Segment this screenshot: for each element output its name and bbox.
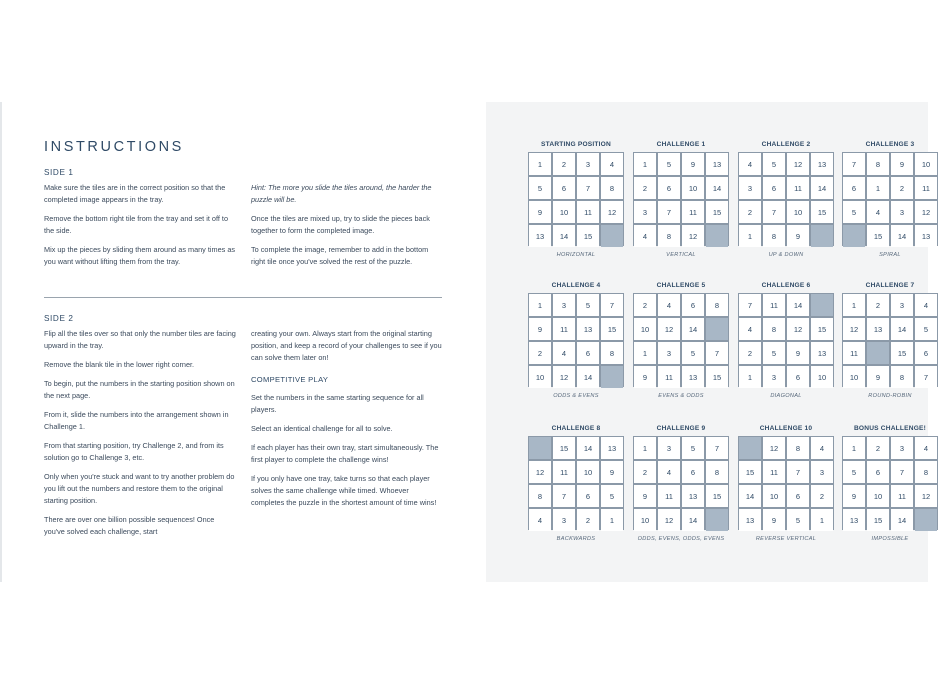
number-tile: 1: [529, 153, 551, 175]
number-tile: 10: [915, 153, 937, 175]
paragraph: If each player has their own tray, start simultaneously. The first player to complete the challenge wins!: [251, 443, 439, 464]
puzzle-label: ROUND-ROBIN: [868, 393, 912, 399]
puzzle-label: VERTICAL: [666, 252, 696, 258]
number-tile: 8: [867, 153, 889, 175]
number-tile: 11: [763, 294, 785, 316]
number-tile: 4: [658, 461, 680, 483]
number-tile: 3: [658, 437, 680, 459]
number-tile: 12: [682, 225, 704, 247]
tile-grid: [738, 436, 834, 530]
tile-grid: [738, 293, 834, 387]
number-tile: 4: [529, 509, 551, 531]
number-tile: 5: [763, 342, 785, 364]
paragraph: To begin, put the numbers in the starting position shown on the next page.: [44, 379, 235, 400]
blank-tile: [739, 437, 761, 459]
side1-column-2: [251, 182, 443, 275]
paragraph: To complete the image, remember to add in the bottom right tile once you've solved the rest of the puzzle.: [251, 245, 429, 266]
puzzle-title: CHALLENGE 5: [656, 282, 706, 289]
number-tile: 14: [553, 225, 575, 247]
number-tile: 15: [601, 318, 623, 340]
tile-grid: [633, 436, 729, 530]
puzzle-diagram: [738, 140, 834, 258]
number-tile: 8: [601, 177, 623, 199]
paragraph: From that starting position, try Challenge 2, and from its solution go to Challenge 3, etc.: [44, 441, 224, 462]
number-tile: 5: [682, 437, 704, 459]
number-tile: 7: [658, 201, 680, 223]
number-tile: 7: [553, 485, 575, 507]
number-tile: 12: [915, 201, 937, 223]
number-tile: 12: [601, 201, 623, 223]
number-tile: 2: [891, 177, 913, 199]
number-tile: 1: [867, 177, 889, 199]
tile-grid: [528, 152, 624, 246]
number-tile: 10: [867, 485, 889, 507]
number-tile: 5: [843, 461, 865, 483]
puzzle-diagram: [842, 140, 938, 258]
number-tile: 12: [843, 318, 865, 340]
number-tile: 8: [763, 318, 785, 340]
number-tile: 11: [763, 461, 785, 483]
number-tile: 6: [658, 177, 680, 199]
tile-grid: [842, 293, 938, 387]
number-tile: 11: [553, 318, 575, 340]
number-tile: 6: [682, 461, 704, 483]
number-tile: 1: [843, 437, 865, 459]
number-tile: 4: [601, 153, 623, 175]
number-tile: 13: [811, 342, 833, 364]
number-tile: 10: [682, 177, 704, 199]
puzzle-diagram: [633, 424, 729, 542]
number-tile: 5: [577, 294, 599, 316]
side2-column-2: [251, 328, 443, 516]
number-tile: 2: [553, 153, 575, 175]
blank-tile: [529, 437, 551, 459]
puzzle-label: DIAGONAL: [770, 393, 802, 399]
puzzle-title: CHALLENGE 3: [865, 141, 915, 148]
puzzle-diagram: [633, 140, 729, 258]
number-tile: 9: [682, 153, 704, 175]
number-tile: 12: [553, 366, 575, 388]
number-tile: 13: [811, 153, 833, 175]
number-tile: 6: [553, 177, 575, 199]
puzzle-diagram: [528, 140, 624, 258]
number-tile: 5: [915, 318, 937, 340]
number-tile: 13: [867, 318, 889, 340]
number-tile: 6: [915, 342, 937, 364]
number-tile: 8: [601, 342, 623, 364]
puzzle-title: STARTING POSITION: [541, 141, 611, 148]
number-tile: 12: [787, 153, 809, 175]
number-tile: 15: [867, 225, 889, 247]
number-tile: 11: [577, 201, 599, 223]
number-tile: 7: [915, 366, 937, 388]
paragraph: There are over one billion possible sequences! Once you've solved each challenge, start: [44, 515, 215, 536]
number-tile: 3: [891, 437, 913, 459]
number-tile: 4: [867, 201, 889, 223]
number-tile: 11: [915, 177, 937, 199]
number-tile: 12: [658, 509, 680, 531]
paragraph: creating your own. Always start from the original starting position, and keep a record of your challenges to see if you can solve them later on!: [251, 329, 442, 362]
number-tile: 14: [787, 294, 809, 316]
puzzle-title: CHALLENGE 7: [865, 282, 915, 289]
number-tile: 9: [529, 318, 551, 340]
number-tile: 14: [682, 509, 704, 531]
number-tile: 2: [634, 461, 656, 483]
number-tile: 7: [891, 461, 913, 483]
number-tile: 2: [867, 437, 889, 459]
number-tile: 15: [867, 509, 889, 531]
puzzle-title: CHALLENGE 2: [761, 141, 811, 148]
number-tile: 9: [634, 485, 656, 507]
number-tile: 10: [634, 509, 656, 531]
number-tile: 6: [763, 177, 785, 199]
number-tile: 3: [634, 201, 656, 223]
number-tile: 6: [577, 485, 599, 507]
number-tile: 6: [682, 294, 704, 316]
blank-tile: [811, 225, 833, 247]
paragraph: Mix up the pieces by sliding them around as many times as you want without lifting them from the tray.: [44, 245, 236, 266]
competitive-play-heading: COMPETITIVE PLAY: [251, 375, 329, 384]
number-tile: 8: [529, 485, 551, 507]
puzzle-title: CHALLENGE 6: [761, 282, 811, 289]
tile-grid: [528, 436, 624, 530]
instructions-page: [0, 102, 486, 582]
number-tile: 9: [787, 342, 809, 364]
number-tile: 5: [682, 342, 704, 364]
tile-grid: [738, 152, 834, 246]
number-tile: 15: [706, 366, 728, 388]
side1-column-1: [44, 182, 236, 275]
puzzle-title: CHALLENGE 10: [759, 425, 813, 432]
puzzle-label: IMPOSSIBLE: [871, 536, 909, 542]
puzzle-title: CHALLENGE 8: [551, 425, 601, 432]
number-tile: 2: [577, 509, 599, 531]
number-tile: 9: [891, 153, 913, 175]
number-tile: 2: [739, 201, 761, 223]
puzzle-diagram: [842, 424, 938, 542]
number-tile: 12: [763, 437, 785, 459]
paragraph: Select an identical challenge for all to solve.: [251, 424, 393, 433]
tile-grid: [842, 152, 938, 246]
paragraph: Set the numbers in the same starting sequence for all players.: [251, 393, 424, 414]
puzzle-label: EVENS & ODDS: [658, 393, 704, 399]
blank-tile: [706, 318, 728, 340]
blank-tile: [601, 225, 623, 247]
number-tile: 9: [601, 461, 623, 483]
number-tile: 15: [811, 201, 833, 223]
number-tile: 14: [891, 225, 913, 247]
number-tile: 1: [634, 342, 656, 364]
number-tile: 14: [739, 485, 761, 507]
number-tile: 11: [787, 177, 809, 199]
number-tile: 10: [553, 201, 575, 223]
number-tile: 8: [706, 294, 728, 316]
number-tile: 12: [787, 318, 809, 340]
paragraph: Only when you're stuck and want to try another problem do you lift out the numbers and restore them to the original starting position.: [44, 472, 235, 505]
number-tile: 6: [867, 461, 889, 483]
paragraph: Remove the blank tile in the lower right corner.: [44, 360, 195, 369]
number-tile: 3: [891, 201, 913, 223]
number-tile: 4: [915, 294, 937, 316]
number-tile: 15: [811, 318, 833, 340]
number-tile: 13: [915, 225, 937, 247]
number-tile: 1: [739, 225, 761, 247]
number-tile: 14: [891, 318, 913, 340]
puzzle-diagram: [738, 281, 834, 399]
number-tile: 13: [682, 485, 704, 507]
booklet-spread: [0, 102, 931, 582]
tile-grid: [528, 293, 624, 387]
puzzle-label: BACKWARDS: [556, 536, 596, 542]
number-tile: 15: [706, 485, 728, 507]
number-tile: 5: [763, 153, 785, 175]
blank-tile: [601, 366, 623, 388]
number-tile: 5: [787, 509, 809, 531]
number-tile: 11: [682, 201, 704, 223]
paragraph: If you only have one tray, take turns so that each player solves the same challenge while timed. Whoever completes the puzzle in the shortest amount of time wins!: [251, 474, 437, 507]
puzzle-label: UP & DOWN: [768, 252, 804, 258]
number-tile: 11: [658, 485, 680, 507]
blank-tile: [706, 509, 728, 531]
number-tile: 4: [739, 318, 761, 340]
number-tile: 13: [577, 318, 599, 340]
number-tile: 1: [739, 366, 761, 388]
number-tile: 7: [577, 177, 599, 199]
number-tile: 10: [843, 366, 865, 388]
number-tile: 4: [634, 225, 656, 247]
number-tile: 12: [529, 461, 551, 483]
number-tile: 11: [553, 461, 575, 483]
number-tile: 14: [682, 318, 704, 340]
number-tile: 8: [763, 225, 785, 247]
paragraph: Make sure the tiles are in the correct position so that the completed image appears in the tray.: [44, 183, 226, 204]
puzzle-diagram: [633, 281, 729, 399]
number-tile: 2: [529, 342, 551, 364]
number-tile: 9: [634, 366, 656, 388]
number-tile: 9: [787, 225, 809, 247]
number-tile: 8: [658, 225, 680, 247]
number-tile: 2: [634, 294, 656, 316]
side1-heading: SIDE 1: [44, 168, 74, 177]
number-tile: 14: [811, 177, 833, 199]
paragraph: Once the tiles are mixed up, try to slide the pieces back together to form the completed image.: [251, 214, 430, 235]
puzzle-diagram: [842, 281, 938, 399]
number-tile: 14: [577, 366, 599, 388]
blank-tile: [915, 509, 937, 531]
number-tile: 4: [658, 294, 680, 316]
number-tile: 4: [553, 342, 575, 364]
number-tile: 1: [634, 153, 656, 175]
number-tile: 12: [658, 318, 680, 340]
number-tile: 10: [787, 201, 809, 223]
blank-tile: [843, 225, 865, 247]
number-tile: 14: [706, 177, 728, 199]
number-tile: 10: [811, 366, 833, 388]
number-tile: 7: [739, 294, 761, 316]
number-tile: 8: [787, 437, 809, 459]
number-tile: 13: [601, 437, 623, 459]
number-tile: 10: [529, 366, 551, 388]
number-tile: 3: [811, 461, 833, 483]
side2-heading: SIDE 2: [44, 314, 74, 323]
number-tile: 15: [553, 437, 575, 459]
puzzle-diagram: [738, 424, 834, 542]
number-tile: 11: [891, 485, 913, 507]
number-tile: 7: [706, 437, 728, 459]
number-tile: 2: [739, 342, 761, 364]
number-tile: 5: [843, 201, 865, 223]
number-tile: 13: [739, 509, 761, 531]
number-tile: 3: [553, 294, 575, 316]
puzzle-diagram: [528, 424, 624, 542]
number-tile: 7: [787, 461, 809, 483]
number-tile: 6: [843, 177, 865, 199]
number-tile: 5: [658, 153, 680, 175]
blank-tile: [706, 225, 728, 247]
puzzle-label: ODDS & EVENS: [553, 393, 599, 399]
number-tile: 3: [658, 342, 680, 364]
number-tile: 9: [843, 485, 865, 507]
number-tile: 1: [529, 294, 551, 316]
instructions-title: INSTRUCTIONS: [44, 139, 184, 155]
number-tile: 15: [706, 201, 728, 223]
puzzle-title: BONUS CHALLENGE!: [853, 425, 927, 432]
number-tile: 11: [658, 366, 680, 388]
tile-grid: [633, 152, 729, 246]
blank-tile: [867, 342, 889, 364]
number-tile: 7: [763, 201, 785, 223]
number-tile: 14: [891, 509, 913, 531]
number-tile: 8: [891, 366, 913, 388]
challenges-page: [486, 102, 931, 582]
number-tile: 6: [787, 485, 809, 507]
tile-grid: [633, 293, 729, 387]
number-tile: 3: [577, 153, 599, 175]
blank-tile: [811, 294, 833, 316]
number-tile: 10: [577, 461, 599, 483]
puzzle-title: CHALLENGE 4: [551, 282, 601, 289]
side2-column-1: [44, 328, 236, 545]
number-tile: 14: [577, 437, 599, 459]
number-tile: 10: [763, 485, 785, 507]
number-tile: 3: [763, 366, 785, 388]
puzzle-label: REVERSE VERTICAL: [755, 536, 817, 542]
number-tile: 15: [577, 225, 599, 247]
number-tile: 13: [706, 153, 728, 175]
puzzle-diagram: [528, 281, 624, 399]
paragraph: Remove the bottom right tile from the tray and set it off to the side.: [44, 214, 228, 235]
puzzle-label: HORIZONTAL: [556, 252, 596, 258]
number-tile: 3: [739, 177, 761, 199]
number-tile: 2: [867, 294, 889, 316]
puzzle-label: SPIRAL: [879, 252, 901, 258]
section-divider: [44, 297, 442, 298]
number-tile: 9: [529, 201, 551, 223]
number-tile: 4: [915, 437, 937, 459]
number-tile: 13: [529, 225, 551, 247]
number-tile: 8: [706, 461, 728, 483]
paragraph: Flip all the tiles over so that only the number tiles are facing upward in the tray.: [44, 329, 236, 350]
number-tile: 8: [915, 461, 937, 483]
number-tile: 6: [577, 342, 599, 364]
tile-grid: [842, 436, 938, 530]
number-tile: 7: [706, 342, 728, 364]
number-tile: 13: [843, 509, 865, 531]
hint-paragraph: Hint: The more you slide the tiles around, the harder the puzzle will be.: [251, 183, 432, 204]
paragraph: From it, slide the numbers into the arrangement shown in Challenge 1.: [44, 410, 229, 431]
number-tile: 11: [843, 342, 865, 364]
number-tile: 2: [811, 485, 833, 507]
number-tile: 10: [634, 318, 656, 340]
number-tile: 12: [915, 485, 937, 507]
number-tile: 9: [763, 509, 785, 531]
number-tile: 1: [634, 437, 656, 459]
puzzle-title: CHALLENGE 1: [656, 141, 706, 148]
number-tile: 7: [601, 294, 623, 316]
number-tile: 5: [601, 485, 623, 507]
number-tile: 5: [529, 177, 551, 199]
number-tile: 4: [811, 437, 833, 459]
number-tile: 9: [867, 366, 889, 388]
number-tile: 2: [634, 177, 656, 199]
number-tile: 3: [553, 509, 575, 531]
number-tile: 1: [601, 509, 623, 531]
number-tile: 15: [891, 342, 913, 364]
number-tile: 4: [739, 153, 761, 175]
number-tile: 15: [739, 461, 761, 483]
number-tile: 1: [843, 294, 865, 316]
number-tile: 6: [787, 366, 809, 388]
puzzle-title: CHALLENGE 9: [656, 425, 706, 432]
puzzle-label: ODDS, EVENS, ODDS, EVENS: [637, 536, 725, 542]
number-tile: 3: [891, 294, 913, 316]
number-tile: 1: [811, 509, 833, 531]
number-tile: 13: [682, 366, 704, 388]
number-tile: 7: [843, 153, 865, 175]
